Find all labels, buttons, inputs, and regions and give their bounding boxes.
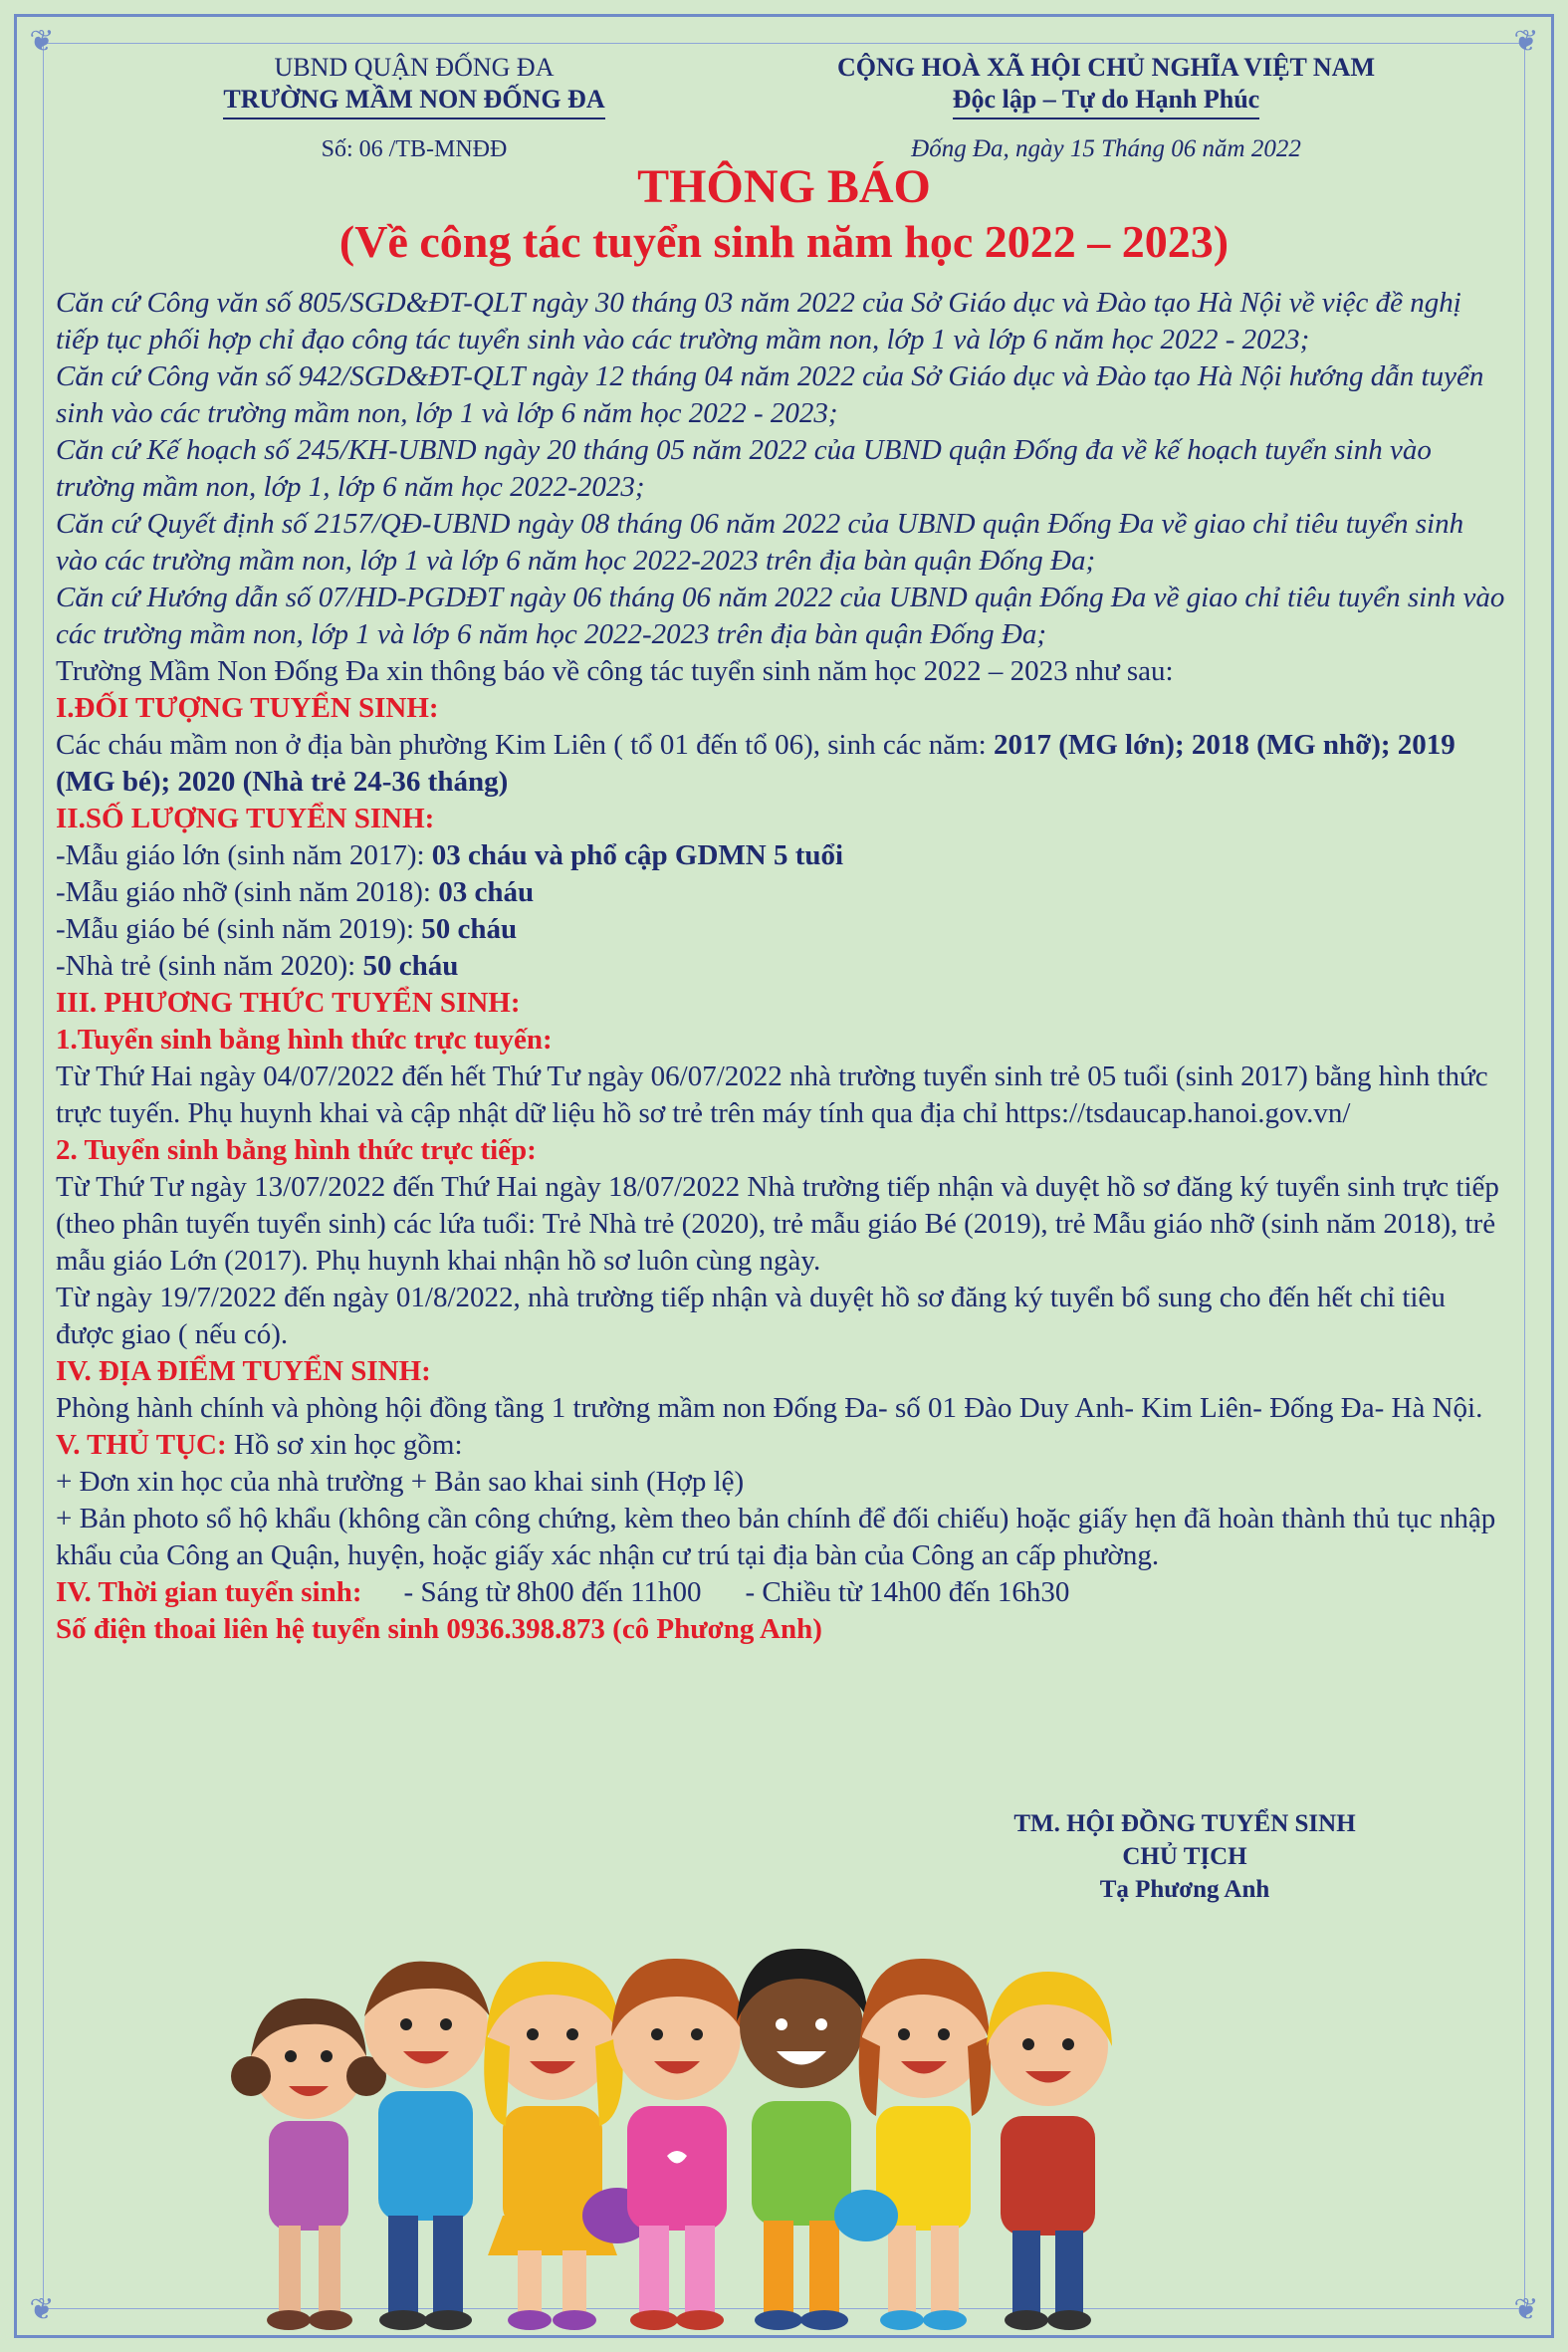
procedure-item: + Bản photo sổ hộ khẩu (không cần công chứng, kèm theo bản chính để đối chiếu) hoặc giấy hẹn đã hoàn thành thủ tục nhập khẩu của Công an Quận, huyện, hoặc giấy xác nhận cư trú tại địa bàn của Công an cấp phường.	[56, 1503, 1496, 1571]
section-text: Từ Thứ Hai ngày 04/07/2022 đến hết Thứ Tư ngày 06/07/2022 nhà trường tuyển sinh trẻ 05 tuổi (sinh 2017) bằng hình thức trực tuyến. Phụ huynh khai và cập nhật dữ liệu hồ sơ trẻ trên máy tính qua địa chỉ https://tsdaucap.hanoi.gov.vn/	[56, 1060, 1488, 1129]
section-heading: V. THỦ TỤC:	[56, 1429, 227, 1461]
section-heading: IV. ĐỊA ĐIỂM TUYỂN SINH:	[56, 1355, 431, 1387]
quota-item: -Mẫu giáo bé (sinh năm 2019): 50 cháu	[56, 913, 518, 945]
section-heading: III. PHƯƠNG THỨC TUYỂN SINH:	[56, 987, 521, 1019]
procedure-item: + Đơn xin học của nhà trường + Bản sao khai sinh (Hợp lệ)	[56, 1466, 745, 1498]
section-text: Từ ngày 19/7/2022 đến ngày 01/8/2022, nhà trường tiếp nhận và duyệt hồ sơ đăng ký tuyển bổ sung cho đến hết chỉ tiêu được giao ( nếu có).	[56, 1282, 1446, 1350]
issue-date: Đống Đa, ngày 15 Tháng 06 năm 2022	[911, 135, 1301, 162]
child-figure	[611, 1959, 745, 2330]
basis-paragraph: Căn cứ Kế hoạch số 245/KH-UBND ngày 20 tháng 05 năm 2022 của UBND quận Đống đa về kế hoạch tuyển sinh vào trường mầm non, lớp 1, lớp 6 năm học 2022-2023;	[56, 434, 1432, 503]
basis-paragraph: Căn cứ Quyết định số 2157/QĐ-UBND ngày 08 tháng 06 năm 2022 của UBND quận Đống Đa về giao chỉ tiêu tuyển sinh vào các trường mầm non, lớp 1 và lớp 6 năm học 2022-2023 trên địa bàn quận Đống Đa;	[56, 508, 1464, 577]
basis-paragraph: Căn cứ Hướng dẫn số 07/HD-PGDĐT ngày 06 tháng 06 năm 2022 của UBND quận Đống Đa về giao chỉ tiêu tuyển sinh vào các trường mầm non, lớp 1 và lớp 6 năm học 2022-2023 trên địa bàn quận Đống Đa;	[56, 582, 1505, 650]
child-figure	[364, 1962, 490, 2330]
procedure-line: V. THỦ TỤC: Hồ sơ xin học gồm:	[56, 1429, 463, 1461]
national-motto-block	[792, 52, 1420, 165]
country-name: CỘNG HOÀ XÃ HỘI CHỦ NGHĨA VIỆT NAM	[836, 53, 1376, 82]
signature-role: TM. HỘI ĐỒNG TUYỂN SINH	[1013, 1810, 1356, 1837]
school-name: TRƯỜNG MẦM NON ĐỐNG ĐA	[223, 84, 604, 119]
corner-ornament-icon: ❦	[1513, 2293, 1539, 2326]
basis-paragraph: Căn cứ Công văn số 805/SGD&ĐT-QLT ngày 30 tháng 03 năm 2022 của Sở Giáo dục và Đào tạo Hà Nội về việc đề nghị tiếp tục phối hợp chỉ đạo công tác tuyển sinh vào các trường mầm non, lớp 1 và lớp 6 năm học 2022 - 2023;	[56, 287, 1461, 355]
child-figure	[987, 1972, 1112, 2330]
document-number: Số: 06 /TB-MNĐĐ	[321, 136, 508, 162]
corner-ornament-icon: ❦	[29, 2293, 55, 2326]
title-main: THÔNG BÁO	[637, 160, 931, 213]
section-text: Phòng hành chính và phòng hội đồng tầng 1 trường mầm non Đống Đa- số 01 Đào Duy Anh- Kim Liên- Đống Đa- Hà Nội.	[56, 1392, 1483, 1424]
section-heading: II.SỐ LƯỢNG TUYỂN SINH:	[56, 803, 435, 834]
intro-paragraph: Trường Mầm Non Đống Đa xin thông báo về công tác tuyển sinh năm học 2022 – 2023 như sau:	[56, 655, 1174, 687]
subsection-heading: 1.Tuyển sinh bằng hình thức trực tuyến:	[56, 1024, 553, 1056]
children-illustration	[229, 1917, 1344, 2335]
schedule-line: IV. Thời gian tuyển sinh: - Sáng từ 8h00 đến 11h00 - Chiều từ 14h00 đến 16h30	[56, 1576, 1070, 1608]
signature-name: Tạ Phương Anh	[1099, 1876, 1270, 1903]
document-title	[0, 159, 1568, 269]
contact-phone: Số điện thoai liên hệ tuyển sinh 0936.398.873 (cô Phương Anh)	[56, 1613, 822, 1645]
quota-item: -Mẫu giáo nhỡ (sinh năm 2018): 03 cháu	[56, 876, 535, 908]
signature-block	[926, 1807, 1444, 1906]
corner-ornament-icon: ❦	[29, 25, 55, 58]
title-subtitle: (Về công tác tuyển sinh năm học 2022 – 2023)	[338, 216, 1230, 267]
signature-title: CHỦ TỊCH	[1122, 1843, 1247, 1870]
child-figure	[231, 1999, 386, 2330]
section-text: Các cháu mầm non ở địa bàn phường Kim Liên ( tổ 01 đến tổ 06), sinh các năm: 2017 (MG lớn); 2018 (MG nhỡ); 2019 (MG bé); 2020 (Nhà trẻ 24-36 tháng)	[56, 729, 1456, 798]
document-header	[56, 52, 1512, 161]
section-heading: IV. Thời gian tuyển sinh:	[56, 1576, 362, 1608]
document-body	[56, 285, 1510, 1648]
quota-item: -Mẫu giáo lớn (sinh năm 2017): 03 cháu và phổ cập GDMN 5 tuổi	[56, 839, 844, 871]
child-figure	[737, 1949, 868, 2330]
quota-item: -Nhà trẻ (sinh năm 2020): 50 cháu	[56, 950, 459, 982]
issuer-block	[205, 52, 623, 165]
basis-paragraph: Căn cứ Công văn số 942/SGD&ĐT-QLT ngày 12 tháng 04 năm 2022 của Sở Giáo dục và Đào tạo Hà Nội hướng dẫn tuyển sinh vào các trường mầm non, lớp 1 và lớp 6 năm học 2022 - 2023;	[56, 360, 1484, 429]
corner-ornament-icon: ❦	[1513, 25, 1539, 58]
district-name: UBND QUẬN ĐỐNG ĐA	[274, 53, 555, 82]
subsection-heading: 2. Tuyển sinh bằng hình thức trực tiếp:	[56, 1134, 537, 1166]
section-heading: I.ĐỐI TƯỢNG TUYỂN SINH:	[56, 692, 439, 724]
section-text: Từ Thứ Tư ngày 13/07/2022 đến Thứ Hai ngày 18/07/2022 Nhà trường tiếp nhận và duyệt hồ sơ đăng ký tuyển sinh trực tiếp (theo phân tuyến tuyển sinh) các lứa tuổi: Trẻ Nhà trẻ (2020), trẻ mẫu giáo Bé (2019), trẻ Mẫu giáo nhỡ (sinh năm 2018), trẻ mẫu giáo Lớn (2017). Phụ huynh khai nhận hồ sơ luôn cùng ngày.	[56, 1171, 1499, 1277]
motto: Độc lập – Tự do Hạnh Phúc	[953, 84, 1259, 119]
